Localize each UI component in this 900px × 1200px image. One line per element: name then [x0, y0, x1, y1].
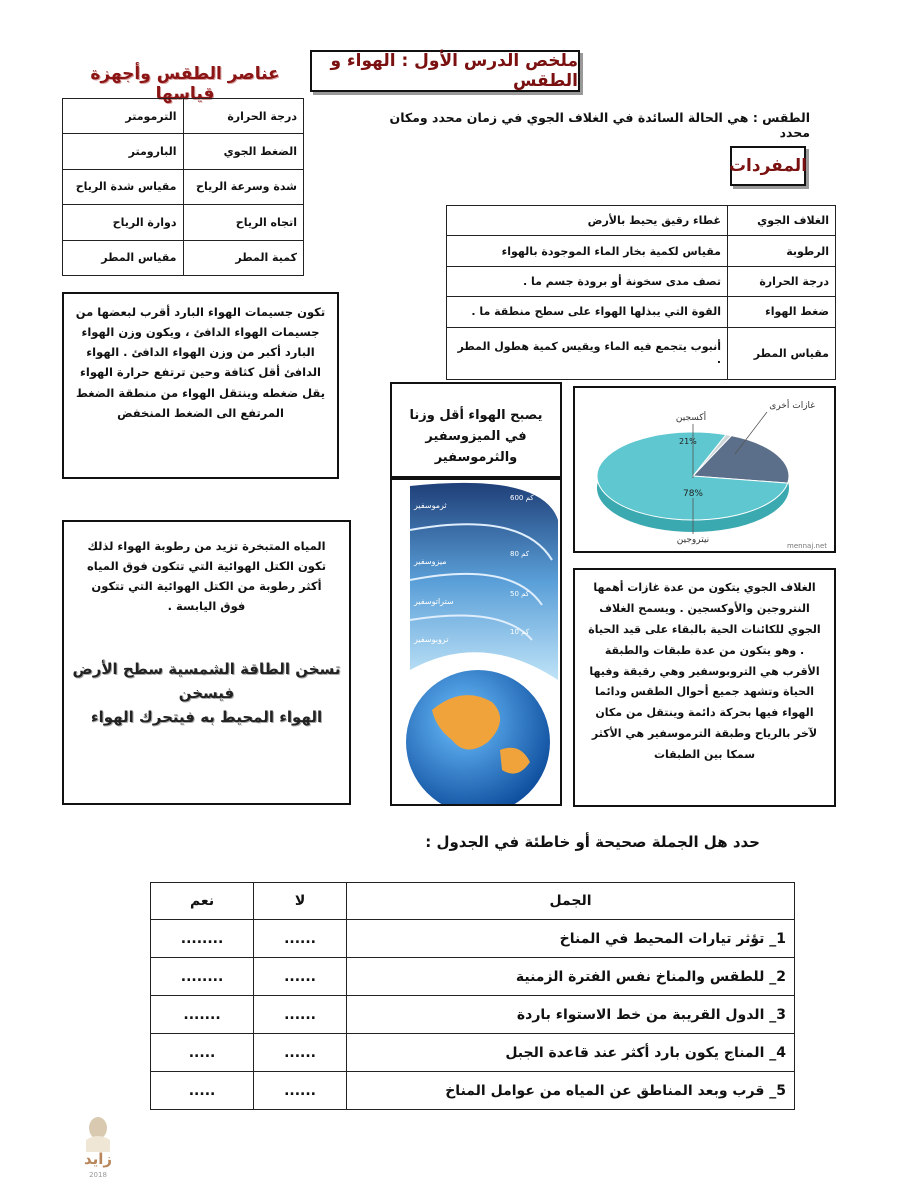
- logo-text: زايد: [83, 1150, 113, 1168]
- element-device: البارومتر: [63, 134, 184, 169]
- exercise-statement: 4_ المناج يكون بارد أكثر عند قاعدة الجبل: [347, 1034, 795, 1072]
- atmosphere-paragraph: الغلاف الجوي يتكون من عدة غازات أهمها النتروجين والأوكسجين . ويسمح الغلاف الجوي للكائنات الحية بالبقاء على قيد الحياة . وهو يتكون من عدة طبقات والطبقة الأقرب هي التروبوسفير وهي رقيقة وفيها الحياة وتشهد جميع أحوال الطقس ودائما الهواء فيها بحركة دائمة وينتقل من مكان لآخر بالرياح وطبقة الترموسفير هي الأكثر سمكا بين الطبقات: [573, 568, 836, 807]
- layer-name: ميزوسفير: [414, 557, 447, 566]
- pct-nitrogen: 78%: [682, 489, 704, 499]
- exercise-yes-blank: .......: [151, 996, 254, 1034]
- layer-name: ستراتوسفير: [414, 597, 454, 606]
- water-paragraph: المياه المتبخرة تزيد من رطوبة الهواء لذلك تكون الكتل الهوائية التي تتكون فوق المياه أكثر رطوبة من الكتل الهوائية التي تتكون فوق اليابسة .: [86, 539, 327, 614]
- exercise-statement: 5_ قرب وبعد المناطق عن المياه من عوامل المناخ: [347, 1072, 795, 1110]
- air-weight-note: يصبح الهواء أقل وزنا في الميزوسفير والثرموسفير: [390, 382, 562, 478]
- element-device: الترمومتر: [63, 99, 184, 134]
- legend-oxygen: أكسجين: [675, 413, 707, 423]
- vocab-term: الرطوبة: [728, 236, 836, 266]
- header-statement: الجمل: [347, 883, 795, 920]
- layer-height: 10 كم: [510, 628, 530, 636]
- element-name: شدة وسرعة الرياح: [183, 169, 304, 204]
- layer-name: تروبوسفير: [414, 635, 449, 644]
- vocab-definition: القوة التي يبذلها الهواء على سطح منطقة ما .: [447, 297, 728, 327]
- header-no: لا: [254, 883, 347, 920]
- vocab-row: [447, 236, 836, 266]
- vocab-row: [447, 327, 836, 379]
- layer-height: 600 كم: [510, 494, 534, 502]
- vocab-term: ضغط الهواء: [728, 297, 836, 327]
- elements-table: [62, 98, 304, 276]
- exercise-statement: 3_ الدول القريبة من خط الاستواء باردة: [347, 996, 795, 1034]
- element-device: مقياس شدة الرياح: [63, 169, 184, 204]
- exercise-instruction: حدد هل الجملة صحيحة أو خاطئة في الجدول :: [425, 833, 760, 851]
- exercise-no-blank: ......: [254, 920, 347, 958]
- element-device: مقياس المطر: [63, 240, 184, 275]
- exercise-yes-blank: .....: [151, 1072, 254, 1110]
- layer-height: 80 كم: [510, 550, 530, 558]
- atmosphere-layers-image: [390, 478, 562, 806]
- sun-line-3: الهواء المحيط به فيتحرك الهواء: [90, 707, 323, 726]
- watermark: mennaj.net: [787, 542, 827, 550]
- vocab-definition: أنبوب يتجمع فيه الماء ويقيس كمية هطول المطر .: [447, 327, 728, 379]
- exercise-yes-blank: .....: [151, 1034, 254, 1072]
- elements-row: [63, 240, 304, 275]
- exercise-yes-blank: ........: [151, 958, 254, 996]
- element-name: كمية المطر: [183, 240, 304, 275]
- vocab-definition: تصف مدى سخونة أو برودة جسم ما .: [447, 266, 728, 296]
- logo-portrait: [89, 1117, 107, 1139]
- layers-svg: [392, 480, 560, 804]
- layer-name: ثرموسفير: [414, 501, 447, 510]
- weather-definition: الطقس : هي الحالة السائدة في الغلاف الجوي في زمان محدد ومكان محدد: [389, 110, 810, 140]
- vocab-definition: مقياس لكمية بخار الماء الموجودة بالهواء: [447, 236, 728, 266]
- element-device: دوارة الرياح: [63, 205, 184, 240]
- vocab-term: درجة الحرارة: [728, 266, 836, 296]
- vocab-row: [447, 297, 836, 327]
- element-name: درجة الحرارة: [183, 99, 304, 134]
- exercise-no-blank: ......: [254, 1034, 347, 1072]
- exercise-no-blank: ......: [254, 958, 347, 996]
- exercise-row: [151, 920, 795, 958]
- legend-other: غازات أخرى: [769, 401, 815, 411]
- logo-year: 2018: [89, 1171, 107, 1179]
- vocab-table: [446, 205, 836, 380]
- vocab-term: مقياس المطر: [728, 327, 836, 379]
- exercise-statement: 2_ للطقس والمناخ نفس الفترة الزمنية: [347, 958, 795, 996]
- sun-line-2: فيسخن: [178, 683, 235, 702]
- element-name: الضغط الجوي: [183, 134, 304, 169]
- vocab-term: الغلاف الجوي: [728, 206, 836, 236]
- pressure-paragraph: تكون جسيمات الهواء البارد أقرب لبعضها من جسيمات الهواء الدافئ ، ويكون وزن الهواء البارد أكبر من وزن الهواء الدافئ . الهواء الدافئ أقل كثافة وحين ترتفع حرارة الهواء يقل ضغطه وينتقل الهواء من منطقة الضغط المرتفع الى الضغط المنخفض: [62, 292, 339, 479]
- exercise-statement: 1_ تؤثر تيارات المحيط في المناخ: [347, 920, 795, 958]
- gas-composition-chart: [573, 386, 836, 553]
- layer-height: 50 كم: [510, 590, 530, 598]
- element-name: اتجاه الرياح: [183, 205, 304, 240]
- exercise-row: [151, 1072, 795, 1110]
- lesson-title: ملخص الدرس الأول : الهواء و الطقس: [310, 50, 580, 92]
- zayed-logo: [74, 1112, 122, 1182]
- sun-line-1: تسخن الطاقة الشمسية سطح الأرض: [72, 659, 341, 678]
- exercise-no-blank: ......: [254, 996, 347, 1034]
- exercise-row: [151, 1034, 795, 1072]
- exercise-row: [151, 958, 795, 996]
- vocab-row: [447, 206, 836, 236]
- pct-oxygen: 21%: [679, 437, 697, 446]
- elements-row: [63, 99, 304, 134]
- elements-row: [63, 134, 304, 169]
- exercise-table: [150, 882, 795, 1109]
- pie-svg: [575, 388, 834, 551]
- vocab-heading: المفردات: [730, 146, 806, 186]
- elements-row: [63, 169, 304, 204]
- vocab-row: [447, 266, 836, 296]
- exercise-no-blank: ......: [254, 1072, 347, 1110]
- exercise-yes-blank: ........: [151, 920, 254, 958]
- exercise-row: [151, 996, 795, 1034]
- elements-row: [63, 205, 304, 240]
- sky-band: [410, 483, 558, 680]
- legend-nitrogen: نيتروجين: [676, 535, 710, 545]
- vocab-definition: غطاء رقيق يحيط بالأرض: [447, 206, 728, 236]
- header-yes: نعم: [151, 883, 254, 920]
- elements-heading: عناصر الطقس وأجهزة قياسها: [90, 64, 280, 104]
- water-sun-box: [62, 520, 351, 805]
